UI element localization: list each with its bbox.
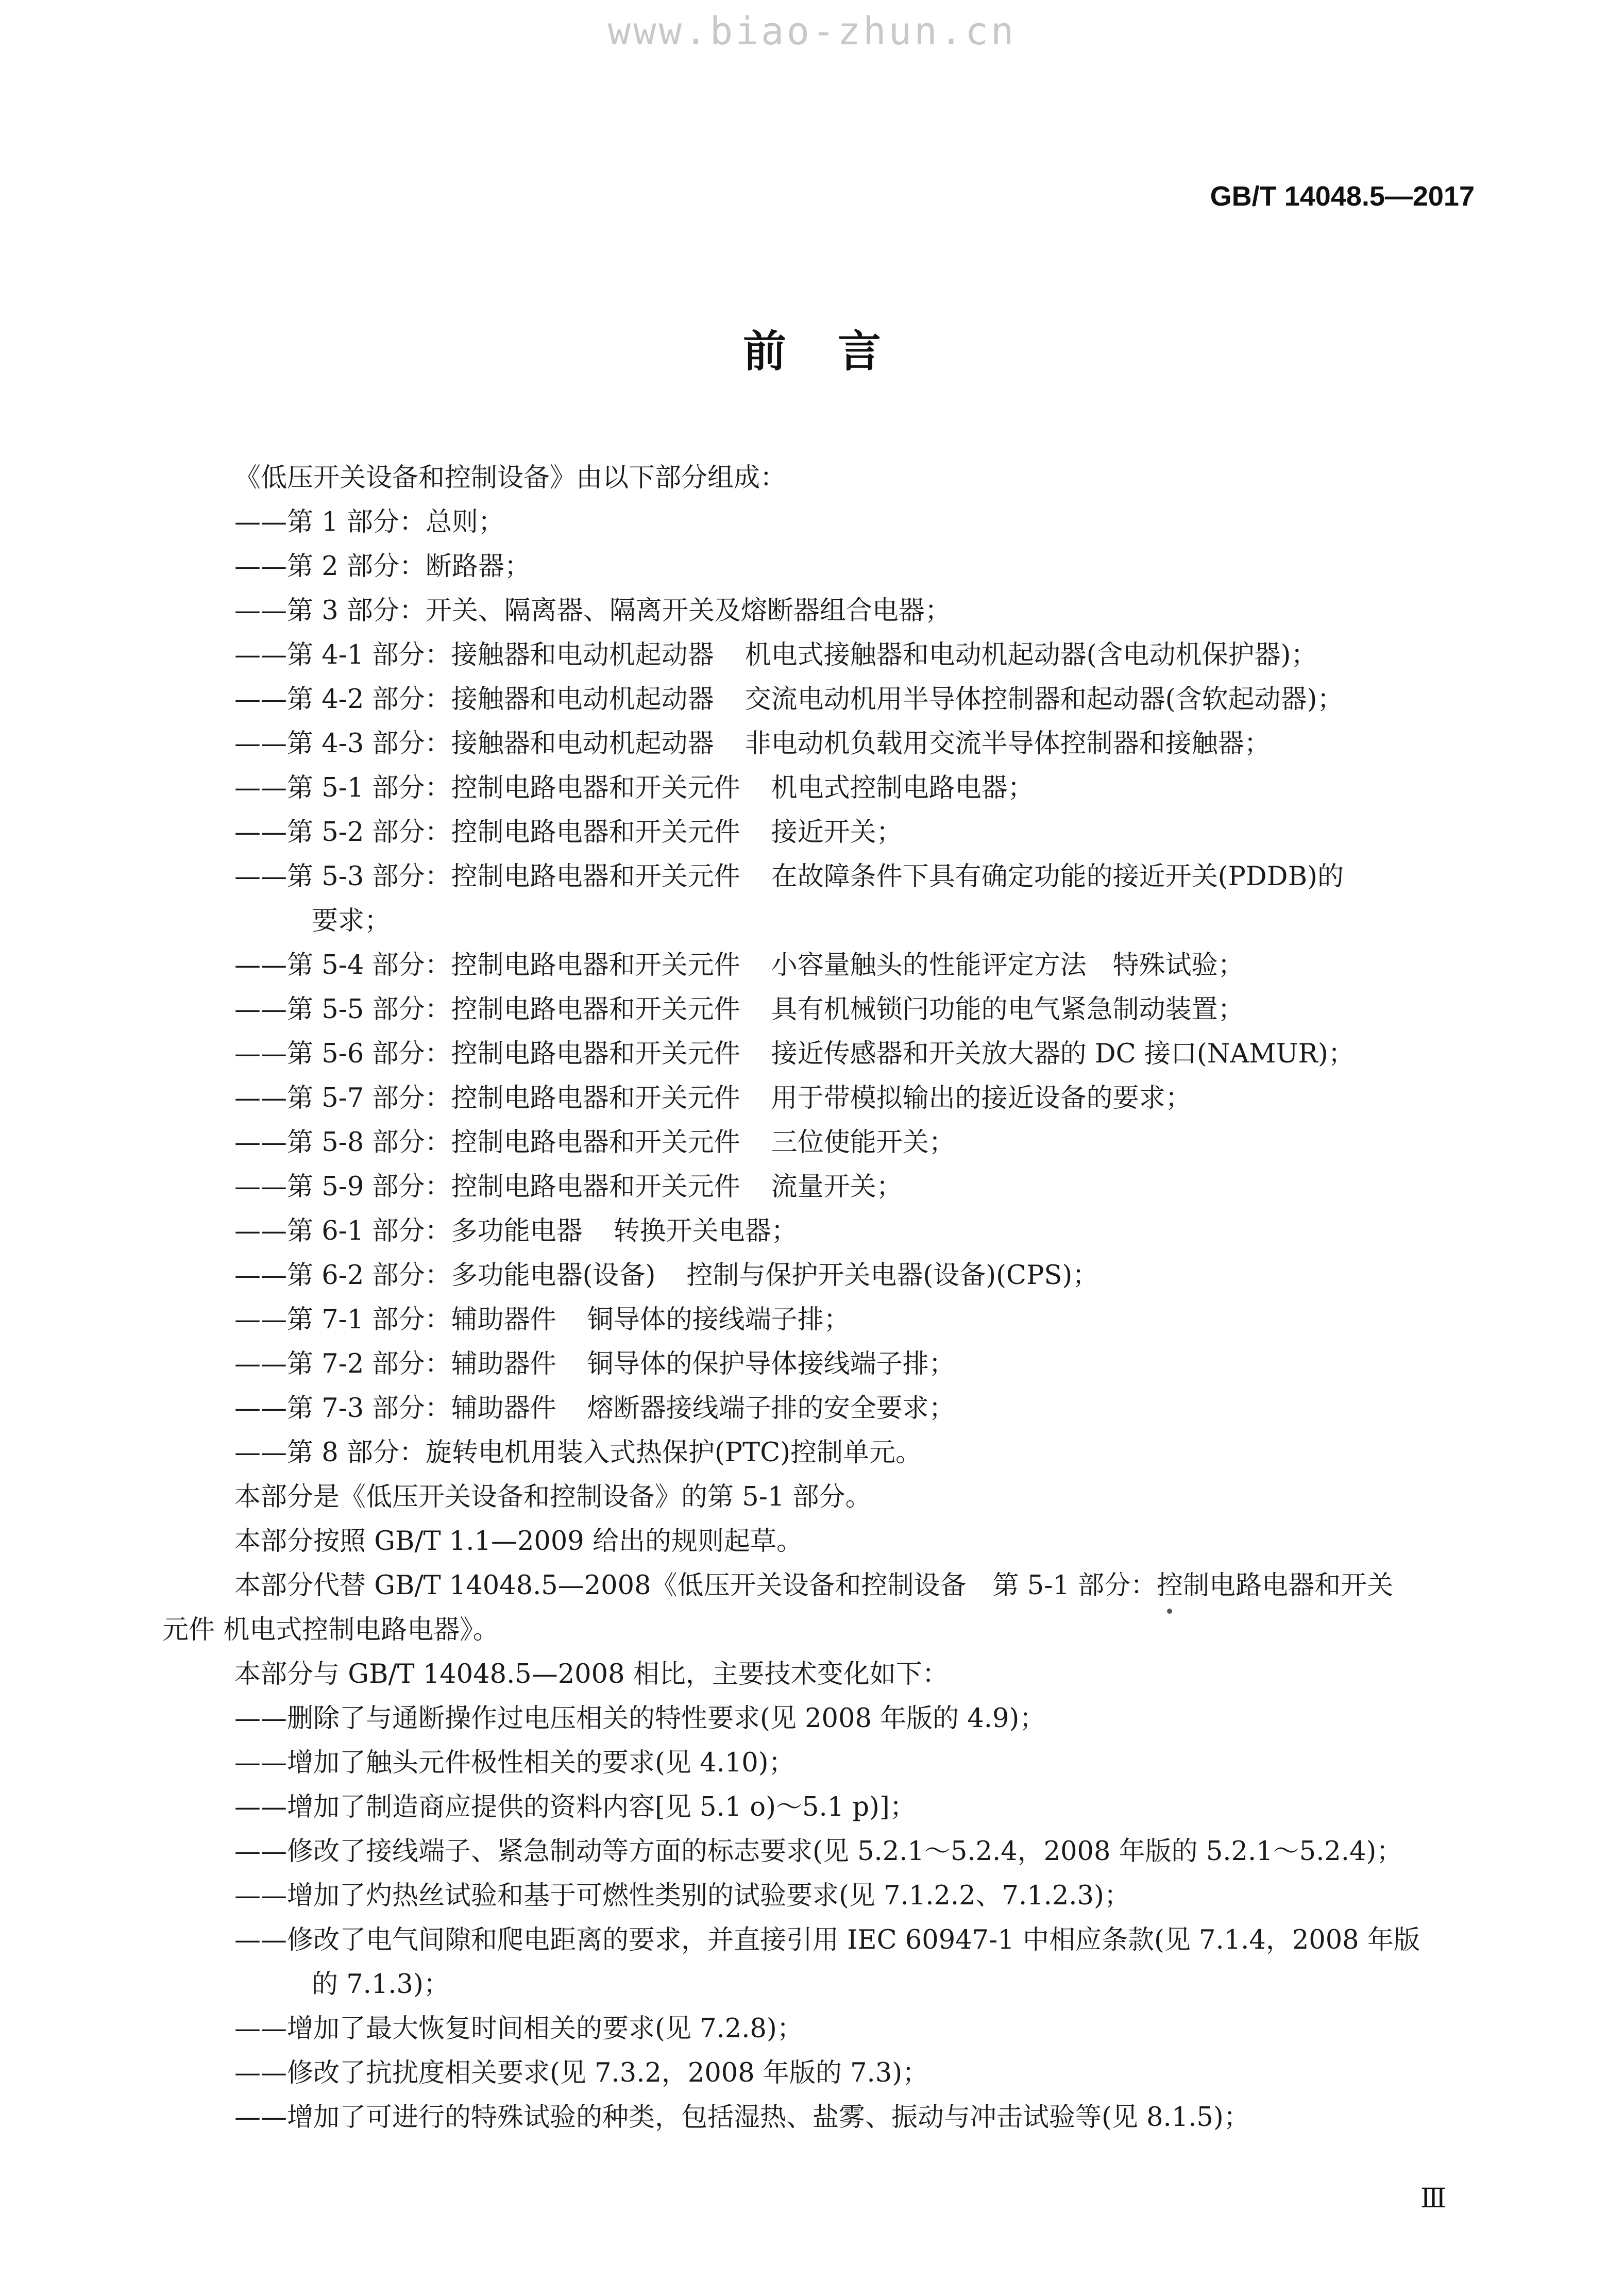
change-item: ——修改了抗扰度相关要求(见 7.3.2，2008 年版的 7.3)； — [234, 2058, 929, 2088]
part-subtitle: 具有机械锁闩功能的电气紧急制动装置； — [771, 994, 1244, 1025]
list-item — [234, 1387, 1481, 1431]
change-item: ——增加了触头元件极性相关的要求(见 4.10)； — [234, 1748, 795, 1778]
part-name: 控制电路电器和开关元件 — [451, 1083, 740, 1113]
part-prefix: ——第 8 部分： — [234, 1438, 426, 1468]
change-item: ——修改了接线端子、紧急制动等方面的标志要求(见 5.2.1～5.2.4，2008 年版的 5.2.1～5.2.4)； — [234, 1836, 1403, 1867]
part-prefix: ——第 4-1 部分： — [234, 640, 451, 670]
list-item — [234, 1209, 1481, 1254]
list-item — [234, 500, 1481, 545]
paragraph-changes-intro: 本部分与 GB/T 14048.5—2008 相比，主要技术变化如下： — [234, 1659, 949, 1689]
part-subtitle: 用于带模拟输出的接近设备的要求； — [771, 1083, 1192, 1113]
list-item — [234, 589, 1481, 633]
paragraph-replaces: 本部分代替 GB/T 14048.5—2008《低压开关设备和控制设备 第 5-1 部分：控制电路电器和开关 — [234, 1570, 1394, 1601]
part-subtitle: 接近传感器和开关放大器的 DC 接口(NAMUR)； — [771, 1039, 1355, 1069]
part-name: 控制电路电器和开关元件 — [451, 773, 740, 803]
change-item: ——增加了制造商应提供的资料内容[见 5.1 o)～5.1 p)]； — [234, 1792, 916, 1822]
part-subtitle: 机电式控制电路电器； — [771, 773, 1034, 803]
change-item: ——修改了电气间隙和爬电距离的要求，并直接引用 IEC 60947-1 中相应条款(见 7.1.4，2008 年版 — [234, 1925, 1420, 1955]
list-item — [234, 943, 1481, 988]
part-name: 控制电路电器和开关元件 — [451, 817, 740, 848]
part-subtitle: 接近开关； — [771, 817, 903, 848]
list-item — [234, 988, 1481, 1032]
paragraph-part-statement: 本部分是《低压开关设备和控制设备》的第 5-1 部分。 — [234, 1482, 872, 1512]
part-subtitle: 交流电动机用半导体控制器和起动器(含软起动器)； — [745, 684, 1344, 715]
paragraph-replaces-cont: 元件 机电式控制电路电器》。 — [162, 1615, 499, 1645]
change-item: ——增加了灼热丝试验和基于可燃性类别的试验要求(见 7.1.2.2、7.1.2.3)； — [234, 1881, 1130, 1911]
scan-speck — [1167, 1609, 1172, 1614]
part-subtitle: 铜导体的保护导体接线端子排； — [587, 1349, 955, 1379]
part-prefix: ——第 7-1 部分： — [234, 1305, 451, 1335]
part-prefix: ——第 5-2 部分： — [234, 817, 451, 848]
standard-code: GB/T 14048.5—2017 — [1210, 181, 1475, 212]
part-prefix: ——第 3 部分： — [234, 596, 426, 626]
part-prefix: ——第 5-1 部分： — [234, 773, 451, 803]
part-subtitle: 铜导体的接线端子排； — [587, 1305, 850, 1335]
list-item — [234, 722, 1481, 766]
part-prefix: ——第 2 部分： — [234, 551, 426, 582]
part-name: 控制电路电器和开关元件 — [451, 994, 740, 1025]
intro-paragraph: 《低压开关设备和控制设备》由以下部分组成： — [234, 463, 787, 493]
page-number: Ⅲ — [1420, 2183, 1446, 2214]
list-item — [234, 1254, 1481, 1298]
change-item: ——增加了最大恢复时间相关的要求(见 7.2.8)； — [234, 2014, 803, 2044]
part-name: 总则； — [425, 507, 504, 537]
part-name: 多功能电器 — [451, 1216, 583, 1246]
list-item — [234, 766, 1481, 810]
part-prefix: ——第 4-2 部分： — [234, 684, 451, 715]
part-name: 控制电路电器和开关元件 — [451, 1039, 740, 1069]
list-item — [234, 1298, 1481, 1342]
part-name: 接触器和电动机起动器 — [451, 640, 714, 670]
part-prefix: ——第 7-2 部分： — [234, 1349, 451, 1379]
parts-list — [234, 500, 1481, 1475]
part-subtitle: 在故障条件下具有确定功能的接近开关(PDDB)的 — [771, 861, 1344, 892]
list-item — [234, 1121, 1481, 1165]
part-prefix: ——第 5-4 部分： — [234, 950, 451, 981]
part-name: 辅助器件 — [451, 1393, 556, 1424]
list-item — [234, 1165, 1481, 1209]
watermark: www.biao-zhun.cn — [607, 9, 1017, 54]
list-item — [234, 678, 1481, 722]
part-subtitle: 非电动机负载用交流半导体控制器和接触器； — [745, 729, 1271, 759]
list-item — [234, 810, 1481, 855]
part-prefix: ——第 5-8 部分： — [234, 1127, 451, 1158]
part-prefix: ——第 6-2 部分： — [234, 1260, 451, 1291]
part-name: 控制电路电器和开关元件 — [451, 1172, 740, 1202]
part-prefix: ——第 5-9 部分： — [234, 1172, 451, 1202]
change-item: ——删除了与通断操作过电压相关的特性要求(见 2008 年版的 4.9)； — [234, 1703, 1046, 1734]
part-subtitle: 机电式接触器和电动机起动器(含电动机保护器)； — [745, 640, 1317, 670]
part-name: 接触器和电动机起动器 — [451, 684, 714, 715]
part-subtitle: 流量开关； — [771, 1172, 903, 1202]
changes-list — [234, 1697, 1481, 2140]
list-item — [234, 1342, 1481, 1387]
part-prefix: ——第 4-3 部分： — [234, 729, 451, 759]
part-prefix: ——第 6-1 部分： — [234, 1216, 451, 1246]
part-name: 控制电路电器和开关元件 — [451, 861, 740, 892]
change-item: ——增加了可进行的特殊试验的种类，包括湿热、盐雾、振动与冲击试验等(见 8.1.5)； — [234, 2102, 1250, 2133]
part-subtitle: 三位使能开关； — [771, 1127, 955, 1158]
part-subtitle: 熔断器接线端子排的安全要求； — [587, 1393, 955, 1424]
part-subtitle: 转换开关电器； — [613, 1216, 798, 1246]
part-prefix: ——第 1 部分： — [234, 507, 426, 537]
list-item — [234, 545, 1481, 589]
part-name: 接触器和电动机起动器 — [451, 729, 714, 759]
part-name: 旋转电机用装入式热保护(PTC)控制单元。 — [425, 1438, 922, 1468]
page-title: 前言 — [742, 326, 933, 377]
part-name: 开关、隔离器、隔离开关及熔断器组合电器； — [425, 596, 951, 626]
part-subtitle: 控制与保护开关电器(设备)(CPS)； — [686, 1260, 1099, 1291]
part-name: 辅助器件 — [451, 1349, 556, 1379]
list-item — [234, 1032, 1481, 1076]
part-name: 控制电路电器和开关元件 — [451, 1127, 740, 1158]
part-continuation: 要求； — [312, 906, 391, 936]
document-body — [162, 456, 1481, 2140]
part-prefix: ——第 5-6 部分： — [234, 1039, 451, 1069]
part-prefix: ——第 5-3 部分： — [234, 861, 451, 892]
paragraph-drafting-rule: 本部分按照 GB/T 1.1—2009 给出的规则起草。 — [234, 1526, 803, 1557]
list-item — [234, 633, 1481, 678]
change-continuation: 的 7.1.3)； — [312, 1969, 450, 2000]
list-item — [234, 1431, 1481, 1475]
part-subtitle: 小容量触头的性能评定方法 特殊试验； — [771, 950, 1244, 981]
part-prefix: ——第 7-3 部分： — [234, 1393, 451, 1424]
list-item — [234, 855, 1481, 899]
part-prefix: ——第 5-5 部分： — [234, 994, 451, 1025]
part-name: 断路器； — [425, 551, 531, 582]
part-name: 控制电路电器和开关元件 — [451, 950, 740, 981]
list-item — [234, 1076, 1481, 1121]
part-name: 多功能电器(设备) — [451, 1260, 656, 1291]
part-prefix: ——第 5-7 部分： — [234, 1083, 451, 1113]
part-name: 辅助器件 — [451, 1305, 556, 1335]
